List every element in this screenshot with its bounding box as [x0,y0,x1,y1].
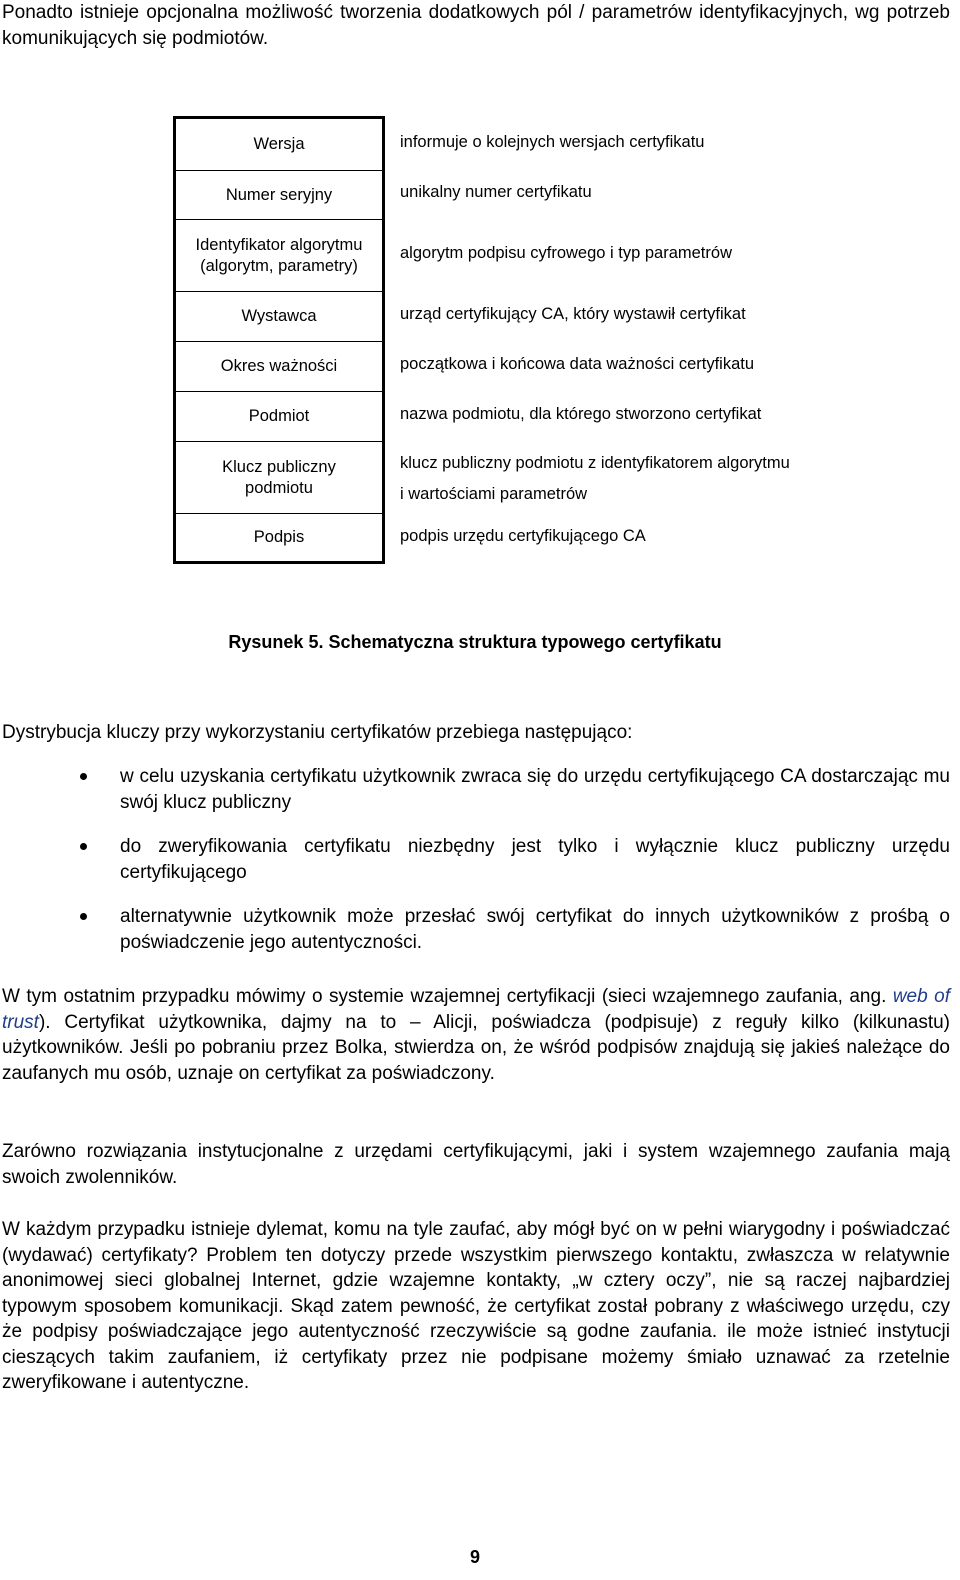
page-number: 9 [469,1547,480,1567]
field-serial-number: Numer seryjny [176,171,382,220]
bullet-icon [80,843,87,850]
bullet-icon [80,773,87,780]
intro-paragraph: Ponadto istnieje opcjonalna możliwość tworzenia dodatkowych pól / parametrów identyfikacyjnych, wg potrzeb komunikujących się podmiotów. [2,2,950,49]
field-issuer: Wystawca [176,292,382,342]
desc-issuer: urząd certyfikujący CA, który wystawił certyfikat [400,304,746,323]
dilemma-paragraph: W każdym przypadku istnieje dylemat, komu na tyle zaufać, aby mógł być on w pełni wiarygodny i poświadczać (wydawać) certyfikaty? Problem ten dotyczy przede wszystkim pierwszego kontaktu, zwłaszcza w relatywnie anonimowej sieci globalnej Internet, gdzie wzajemne kontakty, „w cztery oczy”, nie są raczej najbardziej typowym sposobem komunikacji. Skąd zatem pewność, że certyfikat został pobrany z właściwego urzędu, czy że podpisy poświadczające jego autentyczność rzeczywiście są godne zaufania. ile może istnieć instytucji cieszących takim zaufaniem, iż certyfikaty przez nie podpisane możemy śmiało uznawać za rzetelnie zweryfikowane i autentyczne. [2,1219,950,1393]
field-algorithm-identifier: Identyfikator algorytmu (algorytm, parametry) [176,220,382,292]
distribution-intro: Dystrybucja kluczy przy wykorzystaniu certyfikatów przebiega następująco: [2,722,633,743]
desc-validity-period: początkowa i końcowa data ważności certyfikatu [400,354,755,373]
figure-caption: Rysunek 5. Schematyczna struktura typowego certyfikatu [228,632,722,652]
supporters-paragraph: Zarówno rozwiązania instytucjonalne z urzędami certyfikującymi, jaki i system wzajemnego zaufania mają swoich zwolenników. [2,1141,950,1188]
desc-subject: nazwa podmiotu, dla którego stworzono certyfikat [400,404,762,423]
list-item: alternatywnie użytkownik może przesłać swój certyfikat do innych użytkowników z prośbą o poświadczenie jego autentyczności. [0,904,950,955]
certificate-structure-box [173,116,385,564]
bullet-list [0,764,950,974]
field-subject: Podmiot [176,392,382,442]
field-subject-public-key: Klucz publiczny podmiotu [176,442,382,514]
field-version: Wersja [176,119,382,171]
web-of-trust-term: web of trust [2,986,950,1033]
desc-serial-number: unikalny numer certyfikatu [400,182,592,201]
bullet-icon [80,913,87,920]
web-of-trust-paragraph: W tym ostatnim przypadku mówimy o systemie wzajemnej certyfikacji (sieci wzajemnego zaufania, ang. web of trust). Certyfikat użytkownika, dajmy na to – Alicji, poświadcza (podpisuje) z reguły kilko (kilkunastu) użytkowników. Jeśli po pobraniu przez Bolka, stwierdza on, że wśród podpisów znajdują się jakieś należące do zaufanych mu osób, uznaje on certyfikat za poświadczony. [2,986,950,1084]
desc-algorithm-identifier: algorytm podpisu cyfrowego i typ parametrów [400,243,732,262]
desc-version: informuje o kolejnych wersjach certyfikatu [400,132,705,151]
list-item: w celu uzyskania certyfikatu użytkownik zwraca się do urzędu certyfikującego CA dostarczając mu swój klucz publiczny [0,764,950,815]
desc-subject-public-key: klucz publiczny podmiotu z identyfikatorem algorytmu i wartościami parametrów [400,454,790,503]
list-item: do zweryfikowania certyfikatu niezbędny jest tylko i wyłącznie klucz publiczny urzędu certyfikującego [0,834,950,885]
field-validity-period: Okres ważności [176,342,382,392]
field-signature: Podpis [253,528,305,546]
desc-signature: podpis urzędu certyfikującego CA [400,526,646,545]
